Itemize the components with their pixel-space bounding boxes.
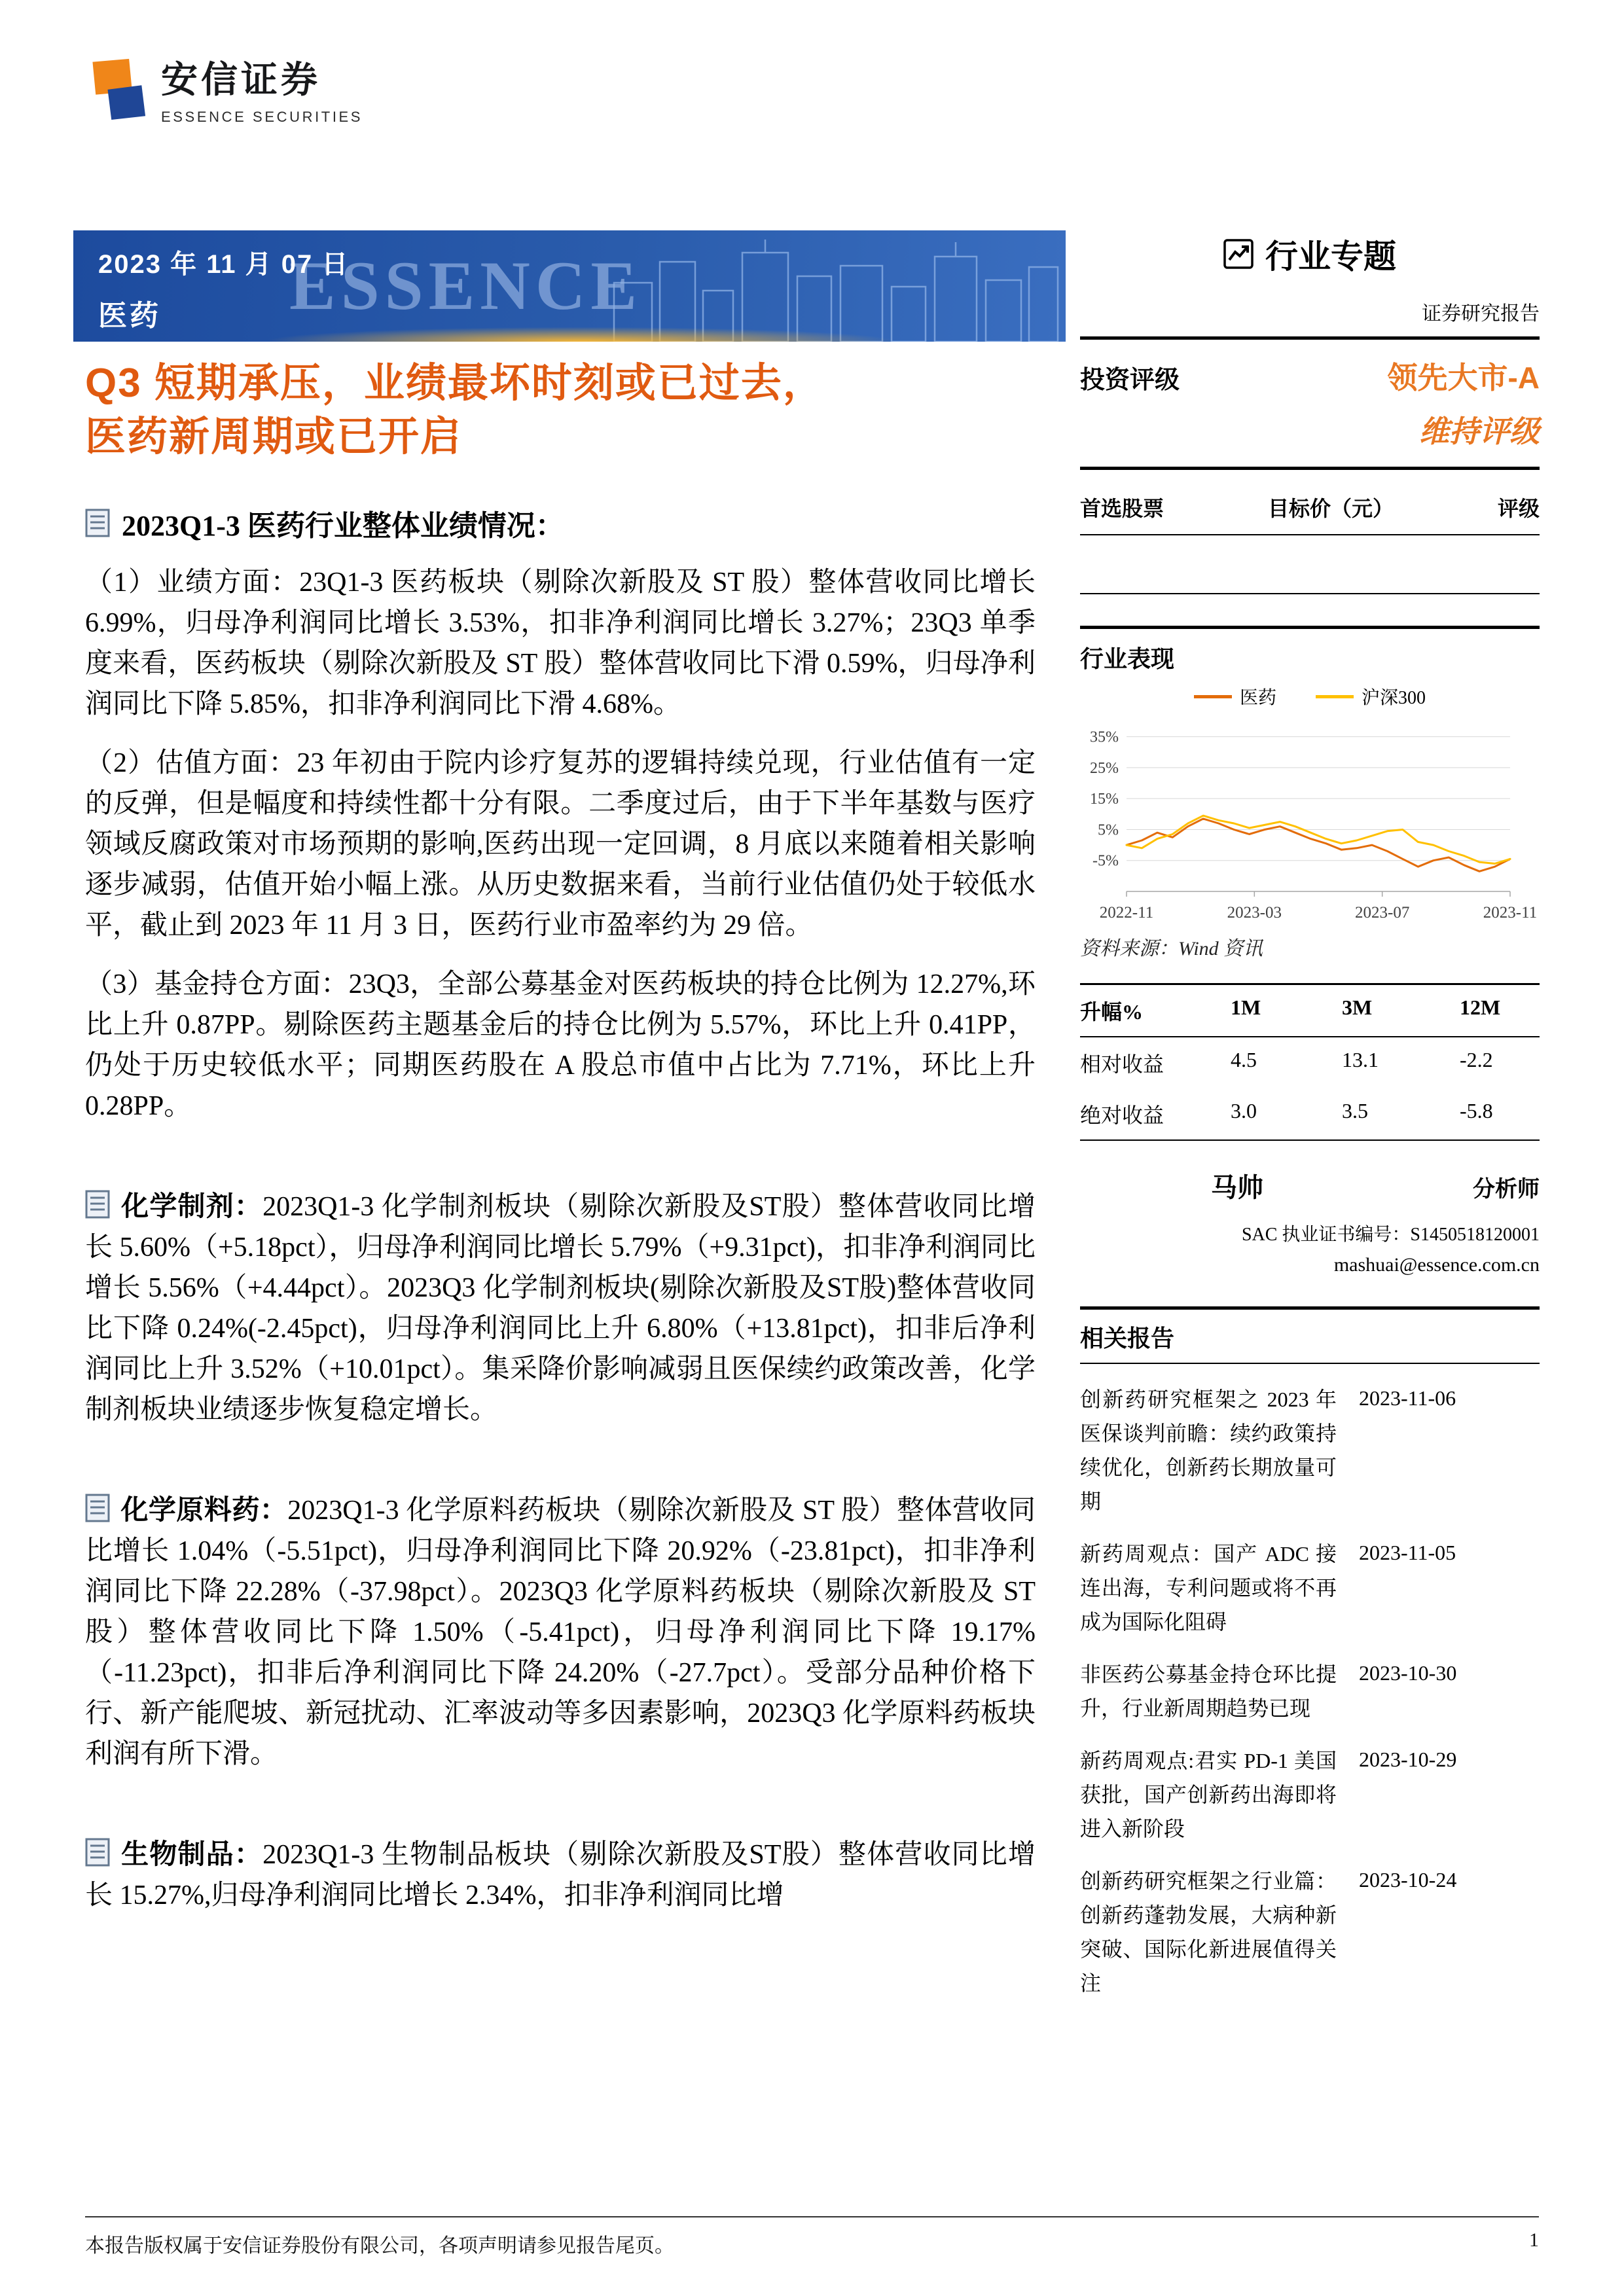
table-row xyxy=(1080,1037,1540,1088)
industry-performance-chart xyxy=(1080,711,1540,927)
legend-item xyxy=(1316,683,1426,709)
sidebar xyxy=(1080,230,1540,2000)
cell-value: 3.5 xyxy=(1342,1099,1368,1122)
related-report-title: 新药周观点:君实 PD-1 美国获批，国产创新药出海即将进入新阶段 xyxy=(1080,1749,1337,1840)
svg-text:2023-03: 2023-03 xyxy=(1227,904,1282,922)
overview-heading xyxy=(85,502,1036,544)
cell-value: -5.8 xyxy=(1460,1099,1493,1122)
preferred-stocks-table xyxy=(1080,492,1540,594)
document-icon xyxy=(85,1838,110,1867)
legend-item xyxy=(1194,683,1276,709)
related-report-item xyxy=(1080,1744,1540,1846)
paragraph-results: （1）业绩方面：23Q1-3 医药板块（剔除次新股及 ST 股）整体营收同比增长 6.99%，归母净利润同比增长 3.53%，扣非净利润同比增长 3.27%；23Q3 单季度来看，医药板块（剔除次新股及 ST 股）整体营收同比下滑 0.59%，归母净利润同比下降 5.85%，扣非净利润同比下滑 4.68%。 xyxy=(85,567,1036,719)
report-body xyxy=(85,357,1036,1916)
column-header: 目标价（元） xyxy=(1267,497,1394,520)
paragraph-valuation: （2）估值方面：23 年初由于院内诊疗复苏的逻辑持续兑现，行业估值有一定的反弹，但是幅度和持续性都十分有限。二季度过后，由于下半年基数与医疗领域反腐政策对市场预期的影响,医药出现一定回调，8 月底以来随着相关影响逐步减弱，估值开始小幅上涨。从历史数据来看，当前行业估值仍处于较低水平，截止到 2023 年 11 月 3 日，医药行业市盈率约为 29 倍。 xyxy=(85,748,1036,941)
banner-glow xyxy=(270,327,892,342)
analyst-sac-number: SAC 执业证书编号：S1450518120001 xyxy=(1241,1225,1540,1245)
segment-lead: 生物制品： xyxy=(120,1840,263,1870)
brand-block xyxy=(161,51,363,126)
related-report-title: 创新药研究框架之 2023 年医保谈判前瞻：续约政策持续优化，创新药长期放量可期 xyxy=(1080,1388,1337,1513)
banner-watermark: ESSENCE xyxy=(289,247,643,324)
related-report-date: 2023-10-30 xyxy=(1359,1661,1457,1685)
report-title-line1: Q3 短期承压，业绩最坏时刻或已过去， xyxy=(85,361,825,406)
legend-swatch xyxy=(1194,695,1232,698)
rating-block xyxy=(1080,340,1540,467)
svg-text:35%: 35% xyxy=(1090,728,1119,746)
chart-line-icon xyxy=(1223,239,1254,269)
report-type-label: 行业专题 xyxy=(1265,238,1396,275)
rating-status: 维持评级 xyxy=(1419,415,1540,448)
segment-text: 2023Q1-3 化学原料药板块（剔除次新股及 ST 股）整体营收同比增长 1.04%（-5.51pct)，归母净利润同比下降 20.92%（-23.81pct)，扣非净利润同比下降 22.28%（-37.98pct）。2023Q3 化学原料药板块（剔除次新股及 ST 股）整体营收同比下降 1.50%（-5.41pct)，归母净利润同比下降 19.17%（-11.23pct)，扣非后净利润同比下降 24.20%（-27.7pct）。受部分品种价格下行、新产能爬坡、新冠扰动、汇率波动等多因素影响，2023Q3 化学原料药板块利润有所下滑。 xyxy=(85,1496,1036,1769)
column-header: 12M xyxy=(1460,996,1501,1019)
row-label: 相对收益 xyxy=(1080,1052,1164,1076)
related-report-title: 创新药研究框架之行业篇：创新药蓬勃发展，大病种新突破、国际化新进展值得关注 xyxy=(1080,1869,1337,1995)
brand-name-cn: 安信证券 xyxy=(161,59,321,100)
svg-text:2023-11: 2023-11 xyxy=(1483,904,1538,922)
column-header: 升幅% xyxy=(1080,1000,1144,1024)
chart-legend xyxy=(1080,683,1540,709)
table-row xyxy=(1080,1088,1540,1139)
row-label: 绝对收益 xyxy=(1080,1103,1164,1127)
svg-text:2022-11: 2022-11 xyxy=(1099,904,1154,922)
report-category: 证券研究报告 xyxy=(1422,303,1540,325)
segment-text: 2023Q1-3 生物制品板块（剔除次新股及ST股）整体营收同比增长 15.27%,归母净利润同比增长 2.34%，扣非净利润同比增 xyxy=(85,1840,1036,1910)
related-report-title: 非医药公募基金持仓环比提升，行业新周期趋势已现 xyxy=(1080,1662,1337,1720)
svg-text:2023-07: 2023-07 xyxy=(1355,904,1410,922)
related-report-item xyxy=(1080,1657,1540,1725)
legend-swatch xyxy=(1316,695,1354,698)
analyst-email: mashuai@essence.com.cn xyxy=(1333,1254,1540,1276)
document-icon xyxy=(85,509,110,537)
page-footer xyxy=(85,2216,1539,2258)
rating-label: 投资评级 xyxy=(1080,367,1180,394)
industry-label: 医药 xyxy=(98,300,161,332)
skyline-graphic xyxy=(594,237,1066,342)
related-report-item xyxy=(1080,1864,1540,2000)
divider xyxy=(1080,467,1540,470)
segment-biologics xyxy=(85,1835,1036,1916)
industry-performance-section xyxy=(1080,626,1540,1141)
segment-lead: 化学制剂： xyxy=(120,1192,263,1222)
returns-table-header xyxy=(1080,983,1540,1037)
svg-text:15%: 15% xyxy=(1090,791,1119,808)
report-type xyxy=(1080,230,1540,278)
related-report-date: 2023-10-24 xyxy=(1359,1868,1457,1892)
essence-logo-icon xyxy=(84,57,147,120)
related-report-date: 2023-11-05 xyxy=(1359,1541,1456,1564)
paragraph-fund-holdings: （3）基金持仓方面：23Q3，全部公募基金对医药板块的持仓比例为 12.27%,环比上升 0.87PP。剔除医药主题基金后的持仓比例为 5.57%，环比上升 0.41PP，仍处于历史较低水平；同期医药股在 A 股总市值中占比为 7.71%，环比上升 0.28PP。 xyxy=(85,969,1036,1121)
column-header: 1M xyxy=(1231,996,1261,1019)
footer-disclaimer: 本报告版权属于安信证券股份有限公司，各项声明请参见报告尾页。 xyxy=(85,2235,674,2257)
segment-api xyxy=(85,1490,1036,1774)
brand-name-en: ESSENCE SECURITIES xyxy=(161,109,363,125)
related-reports-heading: 相关报告 xyxy=(1080,1310,1540,1364)
analyst-name: 马帅 xyxy=(1211,1173,1263,1202)
svg-text:-5%: -5% xyxy=(1092,852,1119,870)
related-report-item xyxy=(1080,1382,1540,1518)
segment-lead: 化学原料药： xyxy=(120,1496,288,1526)
overview-heading-text: 2023Q1-3 医药行业整体业绩情况： xyxy=(122,510,564,542)
column-header: 3M xyxy=(1342,996,1373,1019)
chart-source: 资料来源：Wind 资讯 xyxy=(1080,938,1263,960)
svg-text:5%: 5% xyxy=(1098,821,1119,839)
column-header: 评级 xyxy=(1497,497,1540,520)
masthead xyxy=(84,51,363,126)
related-reports-section xyxy=(1080,1306,1540,2000)
page-number: 1 xyxy=(1529,2229,1539,2251)
cell-value: 13.1 xyxy=(1342,1048,1379,1071)
report-title-line2: 医药新周期或已开启 xyxy=(85,414,463,459)
related-report-title: 新药周观点：国产 ADC 接连出海，专利问题或将不再成为国际化阻碍 xyxy=(1080,1542,1337,1634)
industry-performance-heading: 行业表现 xyxy=(1080,646,1175,672)
related-report-date: 2023-10-29 xyxy=(1359,1748,1457,1771)
document-icon xyxy=(85,1494,110,1522)
cell-value: 3.0 xyxy=(1231,1099,1257,1122)
segment-text: 2023Q1-3 化学制剂板块（剔除次新股及ST股）整体营收同比增长 5.60%（+5.18pct），归母净利润同比增长 5.79%（+9.31pct)，扣非净利润同比增长 5.56%（+4.44pct）。2023Q3 化学制剂板块(剔除次新股及ST股)整体营收同比下降 0.24%(-2.45pct)，归母净利润同比上升 6.80%（+13.81pct)，扣非后净利润同比上升 3.52%（+10.01pct）。集采降价影响减弱且医保续约政策改善，化学制剂板块业绩逐步恢复稳定增长。 xyxy=(85,1192,1036,1425)
svg-text:25%: 25% xyxy=(1090,759,1119,777)
legend-label: 医药 xyxy=(1239,688,1276,708)
legend-label: 沪深300 xyxy=(1362,688,1426,708)
title-banner xyxy=(73,230,1066,342)
report-title xyxy=(85,357,1036,464)
report-date: 2023 年 11 月 07 日 xyxy=(98,250,350,279)
document-icon xyxy=(85,1190,110,1219)
rating-value: 领先大市-A xyxy=(1387,361,1540,395)
preferred-stocks-header xyxy=(1080,492,1540,535)
analyst-block xyxy=(1080,1167,1540,1276)
related-report-item xyxy=(1080,1537,1540,1639)
preferred-stocks-empty-row xyxy=(1080,535,1540,594)
analyst-title: 分析师 xyxy=(1473,1177,1540,1202)
cell-value: -2.2 xyxy=(1460,1048,1493,1071)
related-report-date: 2023-11-06 xyxy=(1359,1386,1456,1410)
cell-value: 4.5 xyxy=(1231,1048,1257,1071)
segment-chemical-preparations xyxy=(85,1187,1036,1430)
column-header: 首选股票 xyxy=(1080,497,1164,520)
returns-table xyxy=(1080,983,1540,1141)
